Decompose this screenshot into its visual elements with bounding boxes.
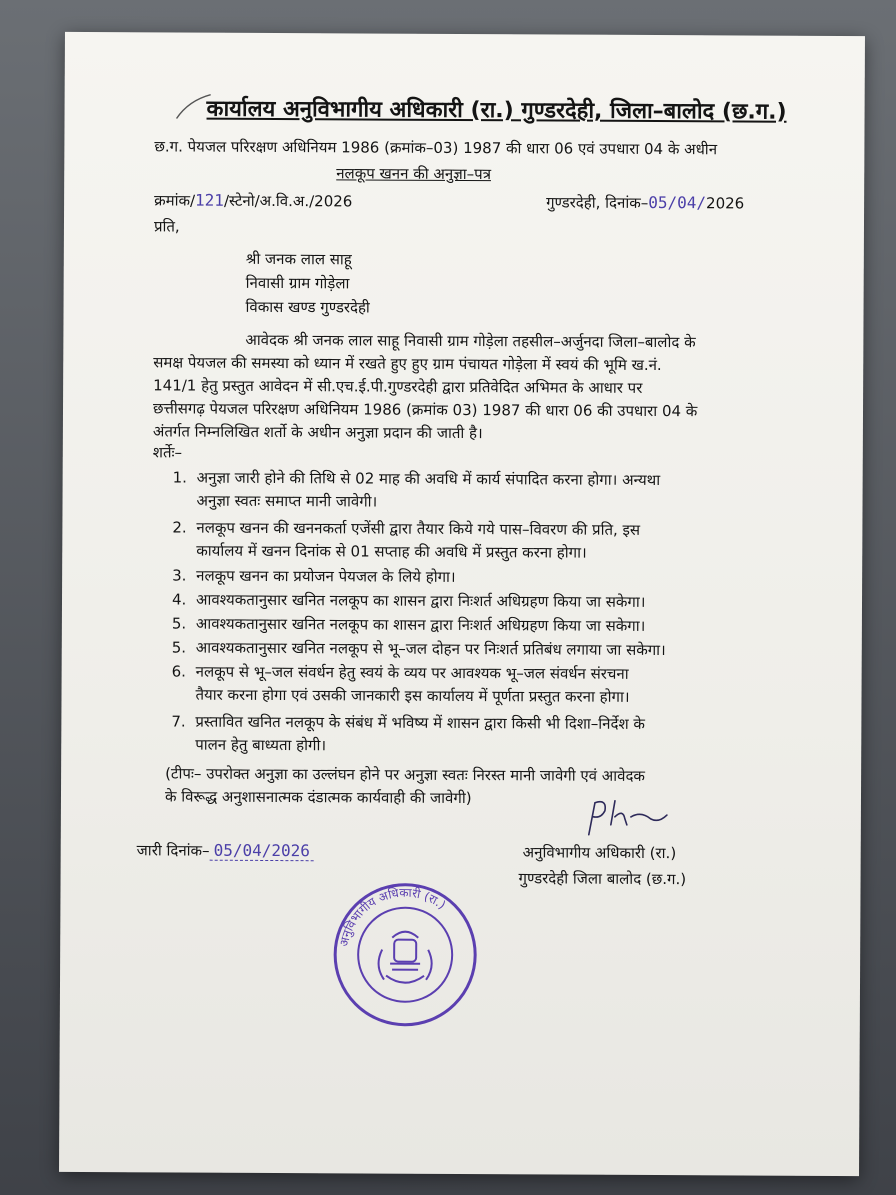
signatory-designation: अनुविभागीय अधिकारी (रा.)	[522, 843, 677, 863]
note-paragraph: (टीपः– उपरोक्त अनुज्ञा का उल्लंघन होने पर अनुज्ञा स्वतः निरस्त मानी जावेगी एवं आवेदक के विरूद्ध अनुशासनात्मक दंडात्मक कार्यवाही की जावेगी)	[164, 764, 646, 808]
letter-page: कार्यालय अनुविभागीय अधिकारी (रा.) गुण्डरदेही, जिला–बालोद (छ.ग.) छ.ग. पेयजल परिरक्षण अधिनियम 1986 (क्रमांक–03) 1987 की धारा 06 एवं उपधारा 04 के अधीन नलकूप खनन की अनुज्ञा–पत्र क्रमांक/121/स्टेनो/अ.वि.अ./2026 गुण्डरदेही, दिनांक–05/04/2026 प्रति, श्री जनक लाल साहू निवासी ग्राम गोड़ेला विकास खण्ड गुण्डरदेही आवेदक श्री जनक लाल साहू निवासी ग्राम गोड़ेला तहसील–अर्जुनदा जिला–बालोद के समक्ष पेयजल की समस्या को ध्यान में रखते हुए हुए ग्राम पंचायत गोड़ेला में स्वयं की भूमि ख.नं. 141/1 हेतु प्रस्तुत आवेदन में सी.एच.ई.पी.गुण्डरदेही द्वारा प्रतिवेदित अभिमत के आधार पर छत्तीसगढ़ पेयजल परिरक्षण अधिनियम 1986 (क्रमांक 03) 1987 की धारा 06 की उपधारा 04 के अंतर्गत निम्नलिखित शर्तो के अधीन अनुज्ञा प्रदान की जाती है। शर्तेः– 1. अनुज्ञा जारी होने की तिथि से 02 माह की अवधि में कार्य संपादित करना होगा। अन्यथा अनुज्ञा स्वतः समाप्त मानी जावेगी। 2. नलकूप खनन की खननकर्ता एजेंसी द्वारा तैयार किये गये पास–विवरण की प्रति, इस कार्यालय में खनन दिनांक से 01 सप्ताह की अवधि में प्रस्तुत करना होगा। 3. नलकूप खनन का प्रयोजन पेयजल के लिये होगा। 4. आवश्यकतानुसार खनित नलकूप का शासन द्वारा निःशर्त अधिग्रहण किया जा सकेगा। 5. आवश्यकतानुसार खनित नलकूप का शासन द्वारा निःशर्त अधिग्रहण किया जा सकेगा। 5. आवश्यकतानुसार खनित नलकूप से भू–जल दोहन पर निःशर्त प्रतिबंध लगाया जा सकेगा। 6. नलकूप से भू–जल संवर्धन हेतु स्वयं के व्यय पर आवश्यक भू–जल संवर्धन संरचना तैयार करना होगा एवं उसकी जानकारी इस कार्यालय में पूर्णता प्रस्तुत करना होगा। 7. प्रस्तावित खनित नलकूप के संबंध में भविष्य में शासन द्वारा किसी भी दिशा–निर्देश के पालन हेतु बाध्यता होगी। (टीपः– उपरोक्त अनुज्ञा का उल्लंघन होने पर अनुज्ञा स्वतः निरस्त मानी जावेगी एवं आवेदक के विरूद्ध अनुशासनात्मक दंडात्मक कार्यवाही की जावेगी) जारी दिनांक– 05/04/2026 अनुविभागीय अधिकारी (रा.) गुण्डरदेही जिला बालोद (छ.ग.) अनुविभागीय अधिकारी (रा.)	[59, 32, 865, 1176]
office-title: कार्यालय अनुविभागीय अधिकारी (रा.) गुण्डरदेही, जिला–बालोद (छ.ग.)	[206, 96, 787, 125]
svg-text:अनुविभागीय अधिकारी (रा.): अनुविभागीय अधिकारी (रा.)	[336, 885, 449, 948]
issue-date: जारी दिनांक– 05/04/2026	[137, 840, 314, 861]
conditions-label: शर्तेः–	[152, 443, 183, 462]
official-seal	[330, 879, 481, 1030]
permit-title: नलकूप खनन की अनुज्ञा–पत्र	[336, 164, 492, 184]
reference-number: क्रमांक/121/स्टेनो/अ.वि.अ./2026	[154, 190, 353, 211]
officer-signature	[581, 795, 671, 845]
act-reference: छ.ग. पेयजल परिरक्षण अधिनियम 1986 (क्रमांक–03) 1987 की धारा 06 एवं उपधारा 04 के अधीन	[154, 137, 718, 159]
addressee-village: निवासी ग्राम गोड़ेला	[245, 273, 350, 293]
signatory-location: गुण्डरदेही जिला बालोद (छ.ग.)	[518, 869, 687, 889]
handwritten-issue-date: 05/04/2026	[210, 841, 314, 862]
body-paragraph: आवेदक श्री जनक लाल साहू निवासी ग्राम गोड़ेला तहसील–अर्जुनदा जिला–बालोद के समक्ष पेयजल की समस्या को ध्यान में रखते हुए हुए ग्राम पंचायत गोड़ेला में स्वयं की भूमि ख.नं. 141/1 हेतु प्रस्तुत आवेदन में सी.एच.ई.पी.गुण्डरदेही द्वारा प्रतिवेदित अभिमत के आधार पर छत्तीसगढ़ पेयजल परिरक्षण अधिनियम 1986 (क्रमांक 03) 1987 की धारा 06 की उपधारा 04 के अंतर्गत निम्नलिखित शर्तो के अधीन अनुज्ञा प्रदान की जाती है।	[152, 330, 698, 443]
place-date: गुण्डरदेही, दिनांक–05/04/2026	[546, 192, 745, 213]
handwritten-ref-number: 121	[195, 190, 225, 210]
addressee-block: विकास खण्ड गुण्डरदेही	[245, 297, 370, 317]
addressee-name: श्री जनक लाल साहू	[245, 249, 352, 269]
to-label: प्रति,	[153, 217, 180, 236]
handwritten-date: 05/04/	[648, 192, 707, 213]
